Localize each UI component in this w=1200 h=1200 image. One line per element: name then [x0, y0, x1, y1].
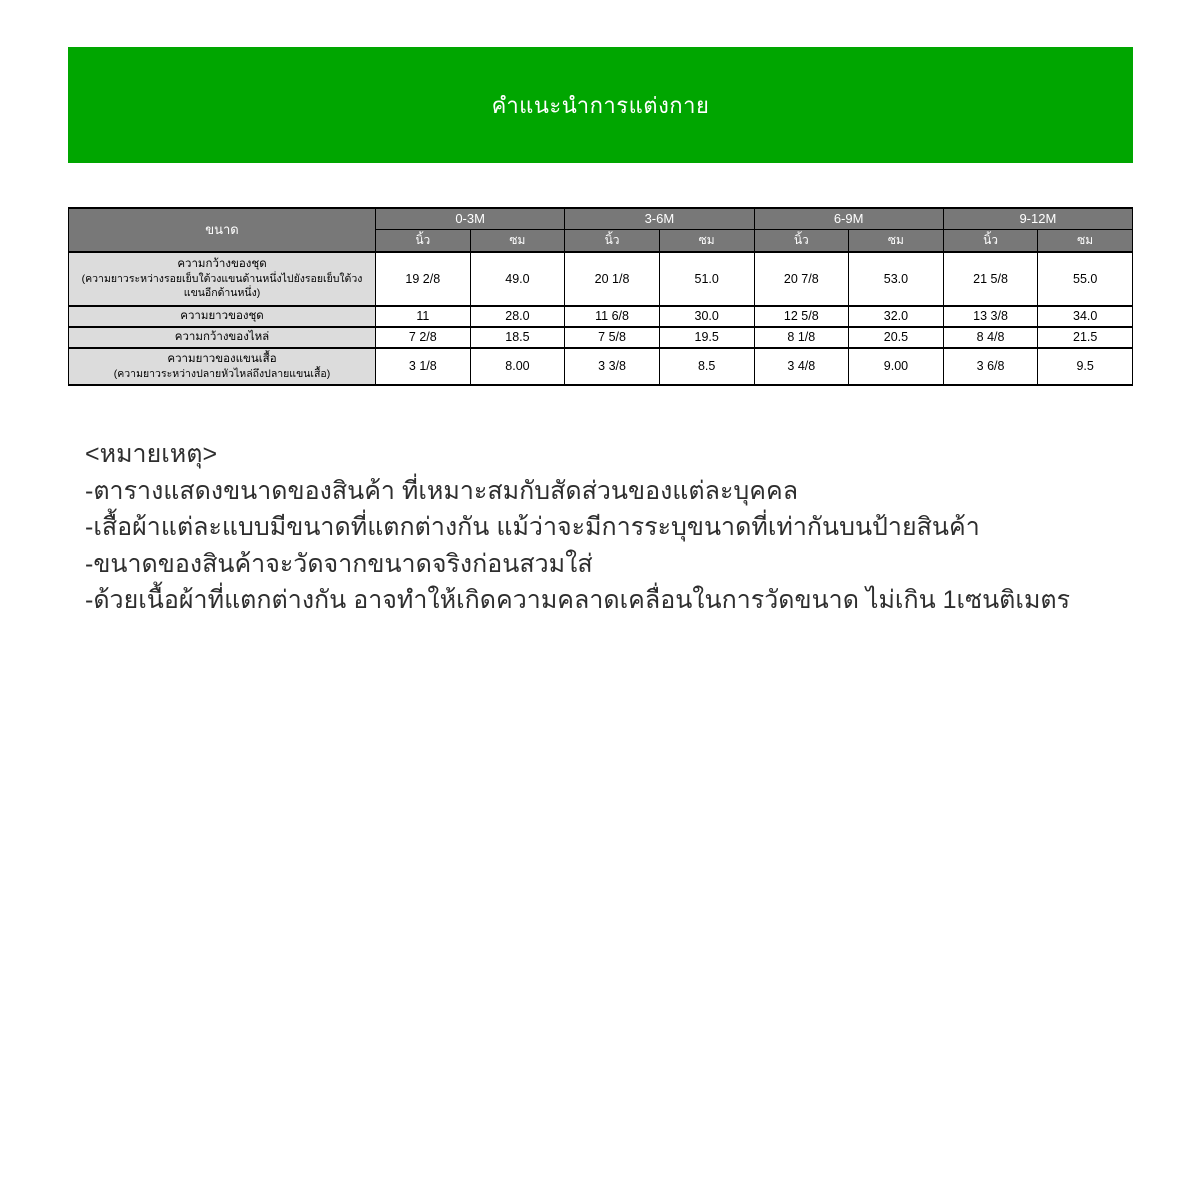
group-header-3-6m: 3-6M [565, 208, 754, 229]
size-value-cell: 3 1/8 [376, 348, 471, 385]
size-value-cell: 28.0 [470, 306, 565, 327]
size-value-cell: 3 6/8 [943, 348, 1038, 385]
banner-title: คำแนะนำการแต่งกาย [491, 92, 710, 118]
row-label: ความกว้างของไหล่ [69, 327, 376, 348]
unit-header: นิ้ว [376, 229, 471, 252]
row-label: ความยาวของแขนเสื้อ (ความยาวระหว่างปลายหัวไหล่ถึงปลายแขนเสื้อ) [69, 348, 376, 385]
size-chart [68, 207, 1133, 386]
size-value-cell: 8.00 [470, 348, 565, 385]
table-row [69, 252, 1133, 306]
row-label: ความกว้างของชุด (ความยาวระหว่างรอยเย็บใต้วงแขนด้านหนึ่งไปยังรอยเย็บใต้วงแขนอีกด้านหนึ่ง) [69, 252, 376, 306]
size-corner-header: ขนาด [69, 208, 376, 252]
size-value-cell: 9.00 [849, 348, 944, 385]
size-value-cell: 7 2/8 [376, 327, 471, 348]
size-value-cell: 7 5/8 [565, 327, 660, 348]
size-value-cell: 11 [376, 306, 471, 327]
unit-header: นิ้ว [754, 229, 849, 252]
table-row [69, 348, 1133, 385]
size-value-cell: 9.5 [1038, 348, 1133, 385]
note-line: -ด้วยเนื้อผ้าที่แตกต่างกัน อาจทำให้เกิดความคลาดเคลื่อนในการวัดขนาด ไม่เกิน 1เซนติเมตร [85, 586, 1071, 614]
unit-header: ซม [1038, 229, 1133, 252]
group-header-0-3m: 0-3M [376, 208, 565, 229]
table-row [69, 327, 1133, 348]
notes-lines [85, 473, 1125, 619]
size-value-cell: 51.0 [659, 252, 754, 306]
size-value-cell: 30.0 [659, 306, 754, 327]
size-value-cell: 19 2/8 [376, 252, 471, 306]
size-value-cell: 55.0 [1038, 252, 1133, 306]
table-header [69, 208, 1133, 252]
size-value-cell: 34.0 [1038, 306, 1133, 327]
size-value-cell: 20 7/8 [754, 252, 849, 306]
unit-header: นิ้ว [943, 229, 1038, 252]
note-line: -ขนาดของสินค้าจะวัดจากขนาดจริงก่อนสวมใส่ [85, 549, 593, 578]
notes-heading: <หมายเหตุ> [85, 440, 218, 468]
size-value-cell: 49.0 [470, 252, 565, 306]
size-value-cell: 3 4/8 [754, 348, 849, 385]
size-value-cell: 53.0 [849, 252, 944, 306]
unit-header: ซม [659, 229, 754, 252]
size-value-cell: 3 3/8 [565, 348, 660, 385]
group-header-9-12m: 9-12M [943, 208, 1132, 229]
unit-header: นิ้ว [565, 229, 660, 252]
table-row [69, 306, 1133, 327]
notes-section [85, 436, 1125, 619]
table-group-row [69, 208, 1133, 229]
unit-header: ซม [849, 229, 944, 252]
size-value-cell: 12 5/8 [754, 306, 849, 327]
size-value-cell: 21 5/8 [943, 252, 1038, 306]
unit-header: ซม [470, 229, 565, 252]
size-value-cell: 13 3/8 [943, 306, 1038, 327]
size-value-cell: 11 6/8 [565, 306, 660, 327]
dressing-guide-banner [68, 47, 1133, 163]
group-header-6-9m: 6-9M [754, 208, 943, 229]
size-value-cell: 21.5 [1038, 327, 1133, 348]
size-value-cell: 20.5 [849, 327, 944, 348]
table-body [69, 252, 1133, 385]
size-value-cell: 8 4/8 [943, 327, 1038, 348]
size-value-cell: 32.0 [849, 306, 944, 327]
size-value-cell: 19.5 [659, 327, 754, 348]
size-value-cell: 18.5 [470, 327, 565, 348]
size-table [68, 207, 1133, 386]
size-value-cell: 8 1/8 [754, 327, 849, 348]
note-line: -ตารางแสดงขนาดของสินค้า ที่เหมาะสมกับสัดส่วนของแต่ละบุคคล [85, 476, 799, 505]
note-line: -เสื้อผ้าแต่ละแบบมีขนาดที่แตกต่างกัน แม้ว่าจะมีการระบุขนาดที่เท่ากันบนป้ายสินค้า [85, 513, 980, 541]
size-value-cell: 8.5 [659, 348, 754, 385]
size-value-cell: 20 1/8 [565, 252, 660, 306]
row-label: ความยาวของชุด [69, 306, 376, 327]
